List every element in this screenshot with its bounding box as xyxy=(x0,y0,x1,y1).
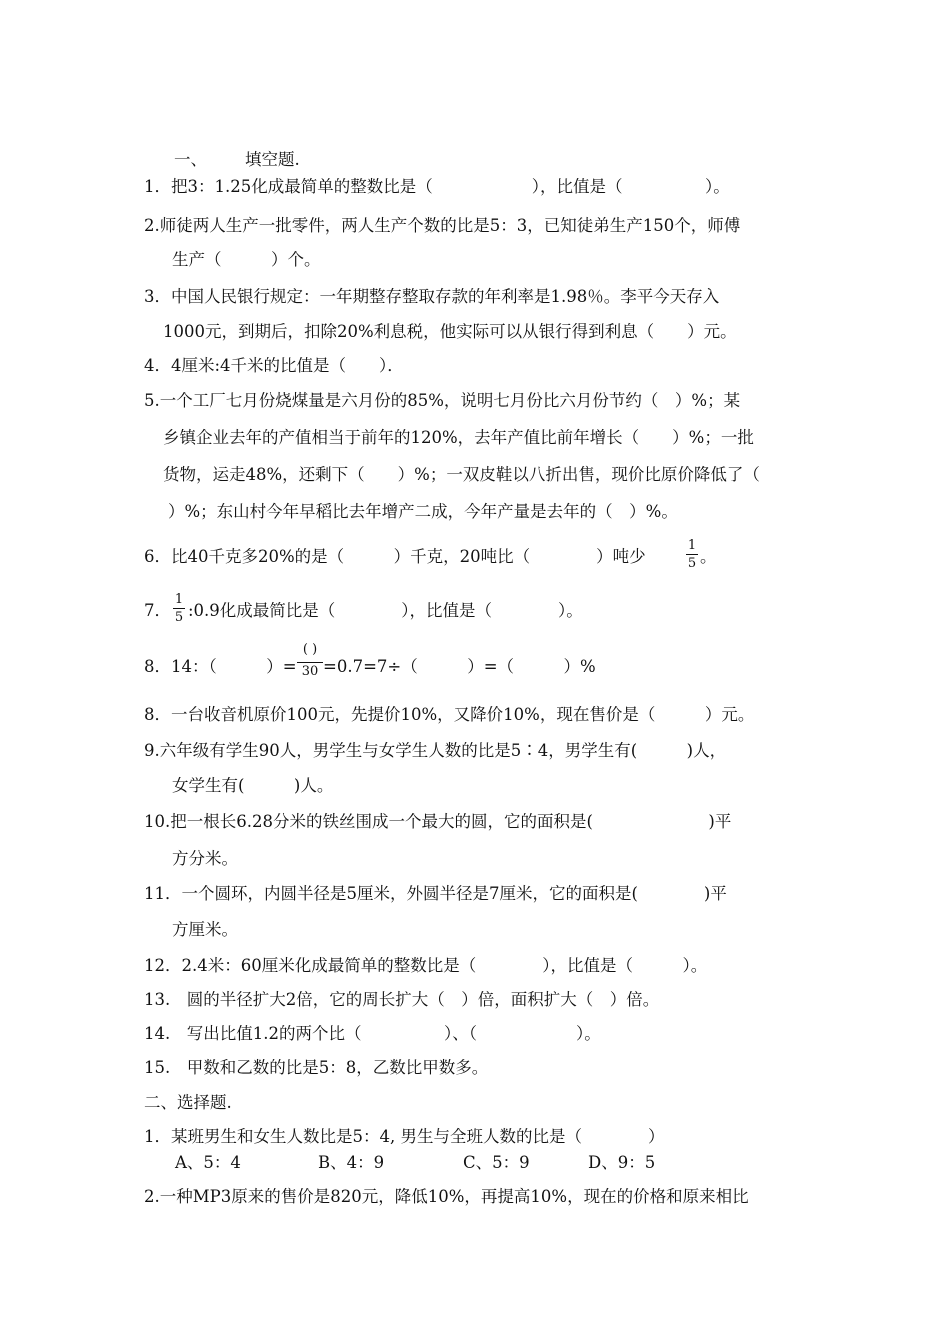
q7-fraction-denominator: 5 xyxy=(174,610,184,625)
question-3-line-1: 3．中国人民银行规定：一年期整存整取存款的年利率是1.98％。李平今天存入 xyxy=(144,287,720,306)
question-5-line-4: ）%；东山村今年早稻比去年增产二成，今年产量是去年的（ ）%。 xyxy=(168,502,678,521)
question-10-line-1: 10.把一根长6.28分米的铁丝围成一个最大的圆，它的面积是( )平 xyxy=(144,812,732,831)
question-15: 15. 甲数和乙数的比是5：8，乙数比甲数多。 xyxy=(144,1058,489,1077)
question-5-line-3: 货物，运走48%，还剩下（ ）%；一双皮鞋以八折出售，现价比原价降低了（ xyxy=(163,465,760,484)
question-2-line-1: 2.师徒两人生产一批零件，两人生产个数的比是5：3，已知徒弟生产150个，师傅 xyxy=(144,216,741,235)
q7-fraction xyxy=(173,592,185,625)
question-5-line-2: 乡镇企业去年的产值相当于前年的120%，去年产值比前年增长（ ）%；一批 xyxy=(163,428,754,447)
q6-fraction-bar xyxy=(686,554,698,555)
choice-option-d: D、9：5 xyxy=(588,1153,656,1172)
question-8a-start: 8．14：（ ）= xyxy=(144,657,297,676)
choice-option-a: A、5：4 xyxy=(175,1153,241,1172)
question-3-line-2: 1000元，到期后，扣除20%利息税，他实际可以从银行得到利息（ ）元。 xyxy=(163,322,737,341)
question-7-rest: :0.9化成最简比是（ ），比值是（ ）。 xyxy=(188,601,583,620)
q8a-fraction-denominator: 30 xyxy=(301,664,319,679)
choice-question-2-line-1: 2.一种MP3原来的售价是820元，降低10%，再提高10%，现在的价格和原来相比 xyxy=(144,1187,749,1206)
question-6-end: 。 xyxy=(700,547,717,566)
question-2-line-2: 生产（ ）个。 xyxy=(172,250,321,269)
question-11-line-1: 11．一个圆环，内圆半径是5厘米，外圆半径是7厘米，它的面积是( )平 xyxy=(144,884,727,903)
q8a-fraction xyxy=(297,642,323,679)
question-8b: 8．一台收音机原价100元，先提价10%，又降价10%，现在售价是（ ）元。 xyxy=(144,705,755,724)
question-1: 1．把3：1.25化成最简单的整数比是（ ），比值是（ ）。 xyxy=(144,177,730,196)
question-14: 14. 写出比值1.2的两个比（ ）、（ ）。 xyxy=(144,1024,601,1043)
question-9-line-2: 女学生有( )人。 xyxy=(172,776,334,795)
question-12: 12．2.4米：60厘米化成最简单的整数比是（ ），比值是（ ）。 xyxy=(144,956,708,975)
choice-option-b: B、4：9 xyxy=(318,1153,385,1172)
q8a-fraction-numerator: ( ) xyxy=(302,642,318,657)
q6-fraction-numerator: 1 xyxy=(687,538,697,553)
question-4: 4．4厘米:4千米的比值是（ ）． xyxy=(144,356,404,375)
question-11-line-2: 方厘米。 xyxy=(172,920,238,939)
section2-heading: 二、选择题. xyxy=(144,1093,232,1112)
section1-title: 填空题. xyxy=(245,150,300,169)
question-5-line-1: 5.一个工厂七月份烧煤量是六月份的85%，说明七月份比六月份节约（ ）%；某 xyxy=(144,391,741,410)
question-10-line-2: 方分米。 xyxy=(172,849,238,868)
question-8a-end: =0.7=7÷（ ）=（ ）% xyxy=(323,657,596,676)
q8a-fraction-bar xyxy=(297,662,323,663)
question-7-number: 7． xyxy=(144,601,171,620)
q6-fraction-denominator: 5 xyxy=(687,556,697,571)
section1-number: 一、 xyxy=(174,150,207,169)
question-6: 6．比40千克多20%的是（ ）千克，20吨比（ ）吨少 xyxy=(144,547,646,566)
q7-fraction-bar xyxy=(173,608,185,609)
choice-question-1: 1．某班男生和女生人数比是5：4, 男生与全班人数的比是（ ） xyxy=(144,1127,665,1146)
choice-option-c: C、5：9 xyxy=(463,1153,530,1172)
q6-fraction xyxy=(686,538,698,571)
question-9-line-1: 9.六年级有学生90人，男学生与女学生人数的比是5∶4，男学生有( )人， xyxy=(144,741,727,760)
question-13: 13. 圆的半径扩大2倍，它的周长扩大（ ）倍，面积扩大（ ）倍。 xyxy=(144,990,660,1009)
q7-fraction-numerator: 1 xyxy=(174,592,184,607)
